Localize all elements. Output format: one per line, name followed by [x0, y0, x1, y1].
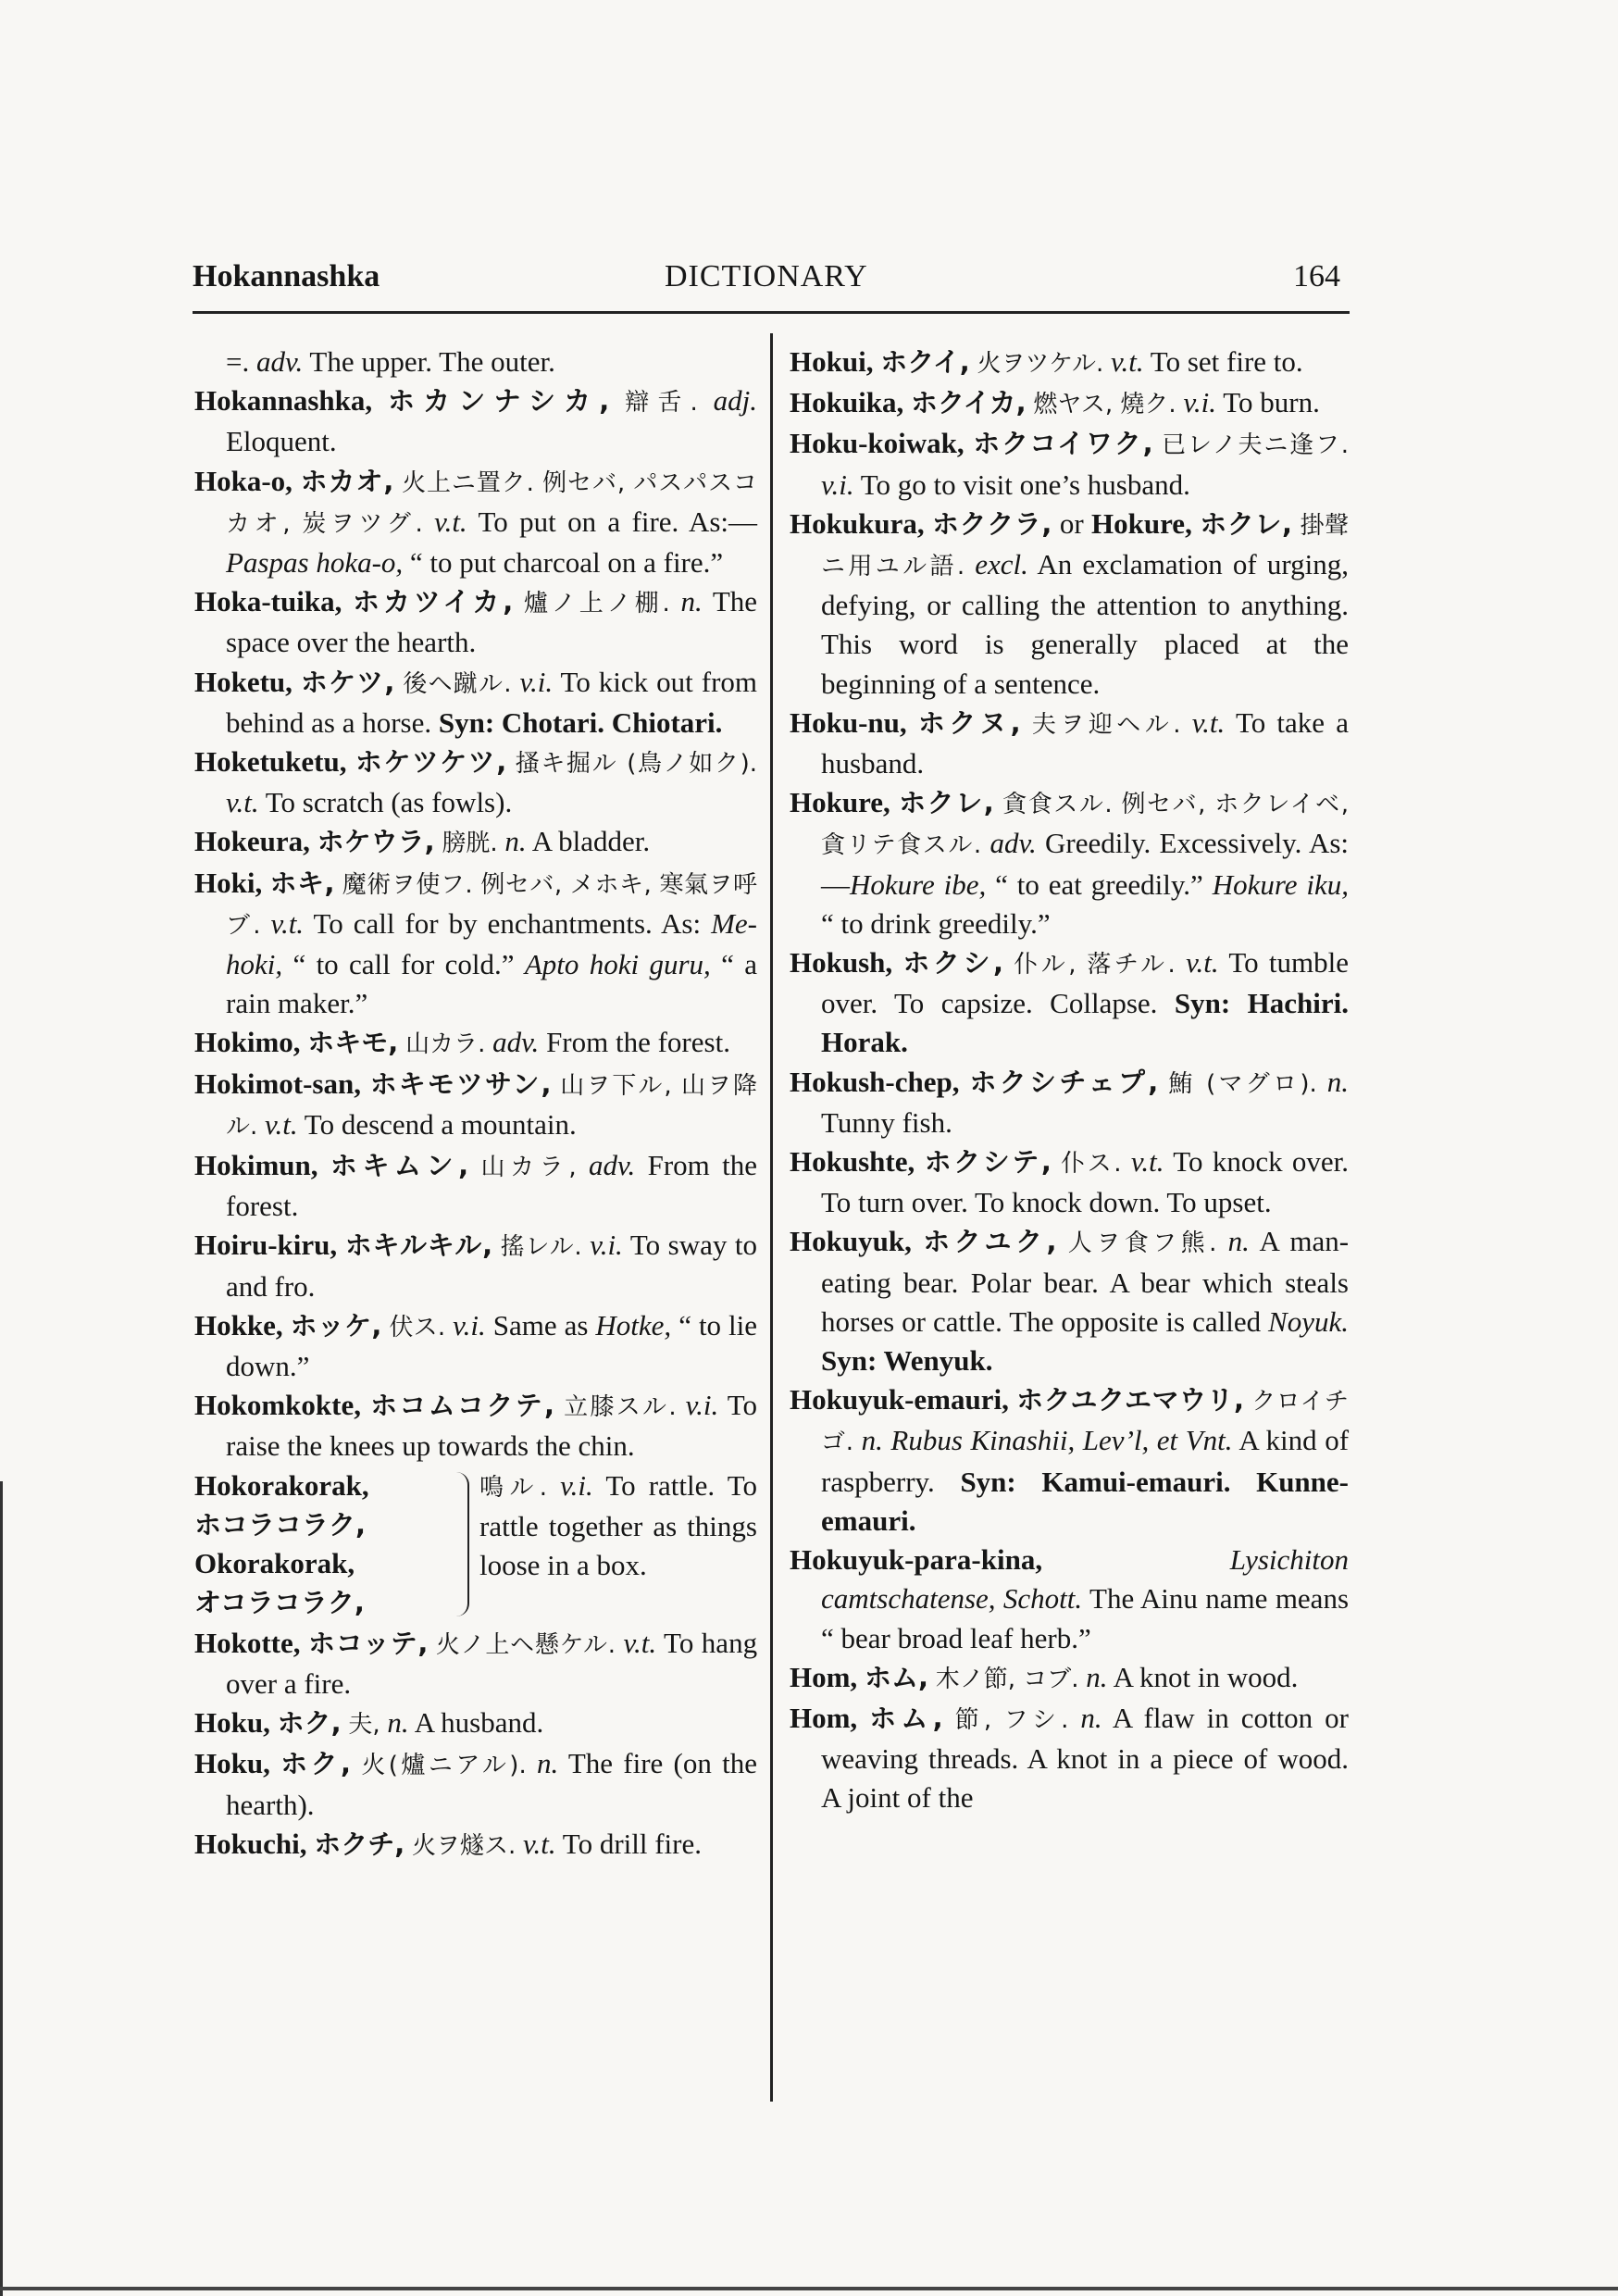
dictionary-entry: Hokimo, ホキモ, 山カラ. adv. From the forest. [194, 1026, 730, 1059]
dictionary-entry: Hokush-chep, ホクシチェプ, 鮪 (マグロ). n. Tunny fish. [790, 1065, 1350, 1139]
headword: Hokorakorak, [194, 1468, 369, 1502]
left-column [194, 343, 757, 1866]
bracketed-entry-group [194, 1466, 757, 1624]
entry-continuation: =. adv. The upper. The outer. [226, 345, 555, 378]
dictionary-entry: Hokuchi, ホクチ, 火ヲ燧ス. v.t. To drill fire. [194, 1827, 702, 1860]
dictionary-entry: Hoketuketu, ホケツケツ, 搔キ掘ル (鳥ノ如ク). v.t. To scratch (as fowls). [194, 745, 757, 819]
bracketed-headwords [194, 1466, 454, 1623]
column-divider [770, 333, 773, 2102]
header-rule [193, 311, 1350, 314]
running-head-left: Hokannashka [193, 259, 380, 293]
dictionary-entry: Hoku-nu, ホクヌ, 夫ヲ迎ヘル. v.t. To take a husband. [790, 705, 1350, 780]
dictionary-entry: Hom, ホム, 節, フシ. n. A flaw in cotton or weaving threads. A knot in a piece of wood. A joint of the [790, 1701, 1349, 1815]
dictionary-entry: Hokomkokte, ホコムコクテ, 立膝スル. v.i. To raise the knees up towards the chin. [194, 1389, 758, 1463]
headword-kana: ホコラコラク, [194, 1508, 367, 1541]
page-number: 164 [1293, 259, 1340, 293]
dictionary-entry: Hokush, ホクシ, 仆ル, 落チル. v.t. To tumble over. To capsize. Collapse. Syn: Hachiri. Horak. [790, 946, 1350, 1059]
scan-edge-bottom [0, 2287, 1618, 2290]
bracketed-definition: 鳴ル. v.i. To rattle. To rattle together as things loose in a box. [479, 1468, 758, 1582]
dictionary-entry: Hokotte, ホコッテ, 火ノ上ヘ懸ケル. v.t. To hang over a fire. [194, 1626, 758, 1700]
dictionary-entry: Hokimun, ホキムン, 山カラ, adv. From the forest. [194, 1149, 758, 1223]
dictionary-entry: Hoketu, ホケツ, 後ヘ蹴ル. v.i. To kick out from behind as a horse. Syn: Chotari. Chiotari. [194, 665, 758, 739]
dictionary-entry: Hokuika, ホクイカ, 燃ヤス, 燒ク. v.i. To burn. [790, 386, 1320, 419]
dictionary-entry: Hom, ホム, 木ノ節, コブ. n. A knot in wood. [790, 1660, 1299, 1693]
dictionary-entry: Hokuyuk, ホクユク, 人ヲ食フ熊. n. A man-eating bear. Polar bear. A bear which steals horses or cattle. The opposite is called Noyuk. Syn: Wenyuk. [790, 1225, 1350, 1378]
dictionary-entry: Hokuyuk-emauri, ホクユクエマウリ, クロイチゴ. n. Rubus Kinashii, Lev’l, et Vnt. A kind of raspberry. Syn: Kamui-emauri. Kunne-emauri. [790, 1383, 1350, 1537]
dictionary-entry: Hoka-o, ホカオ, 火上ニ置ク. 例セバ, パスパスコカオ, 炭ヲツグ. v.t. To put on a fire. As:—Paspas hoka-o, “ to put charcoal on a fire.” [194, 464, 758, 580]
page-header [193, 250, 1340, 306]
dictionary-entry: Hoka-tuika, ホカツイカ, 爐ノ上ノ棚. n. The space over the hearth. [194, 585, 758, 659]
dictionary-entry: Hoku, ホク, 火(爐ニアル). n. The fire (on the hearth). [194, 1747, 757, 1821]
dictionary-entry: Hokushte, ホクシテ, 仆ス. v.t. To knock over. To turn over. To knock down. To upset. [790, 1145, 1350, 1219]
dictionary-entry: Hokannashka, ホカンナシカ, 辯舌. adj. Eloquent. [194, 384, 758, 458]
right-column [790, 343, 1349, 1818]
dictionary-entry: Hoku-koiwak, ホクコイワク, 已レノ夫ニ逢フ. v.i. To go to visit one’s husband. [790, 427, 1350, 501]
headword: Okorakorak, [194, 1547, 355, 1580]
running-head-center: DICTIONARY [665, 259, 868, 293]
dictionary-entry: Hokure, ホクレ, 貪食スル. 例セバ, ホクレイベ, 貪リテ食スル. adv. Greedily. Excessively. As:—Hokure ibe, “ to eat greedily.” Hokure iku, “ to drink greedily.” [790, 786, 1350, 940]
scan-edge-left [0, 1481, 3, 2296]
dictionary-entry: Hoiru-kiru, ホキルキル, 搖レル. v.i. To sway to and fro. [194, 1229, 757, 1303]
dictionary-entry: Hoki, ホキ, 魔術ヲ使フ. 例セバ, メホキ, 寒氣ヲ呼ブ. v.t. To call for by enchantments. As: Me-hoki, “ to call for cold.” Apto hoki guru, “ a rain maker.” [194, 866, 758, 1020]
dictionary-entry: Hokuyuk-para-kina, Lysichiton camtschatense, Schott. The Ainu name means “ bear broad leaf herb.” [790, 1543, 1350, 1654]
dictionary-entry: Hokukura, ホククラ, or Hokure, ホクレ, 掛聲ニ用ユル語. excl. An exclamation of urging, defying, or calling the attention to anything. This word is generally placed at the beginning of a sentence. [790, 506, 1350, 700]
dictionary-entry: Hokimot-san, ホキモツサン, 山ヲ下ル, 山ヲ降ル. v.t. To descend a mountain. [194, 1067, 758, 1141]
curly-brace [456, 1472, 469, 1616]
headword-kana: オコラコラク, [194, 1587, 365, 1619]
dictionary-entry: Hokke, ホッケ, 伏ス. v.i. Same as Hotke, “ to lie down.” [194, 1308, 758, 1383]
dictionary-entry: Hokui, ホクイ, 火ヲツケル. v.t. To set fire to. [790, 345, 1303, 378]
dictionary-entry: Hoku, ホク, 夫, n. A husband. [194, 1706, 544, 1740]
dictionary-entry: Hokeura, ホケウラ, 膀胱. n. A bladder. [194, 825, 651, 858]
